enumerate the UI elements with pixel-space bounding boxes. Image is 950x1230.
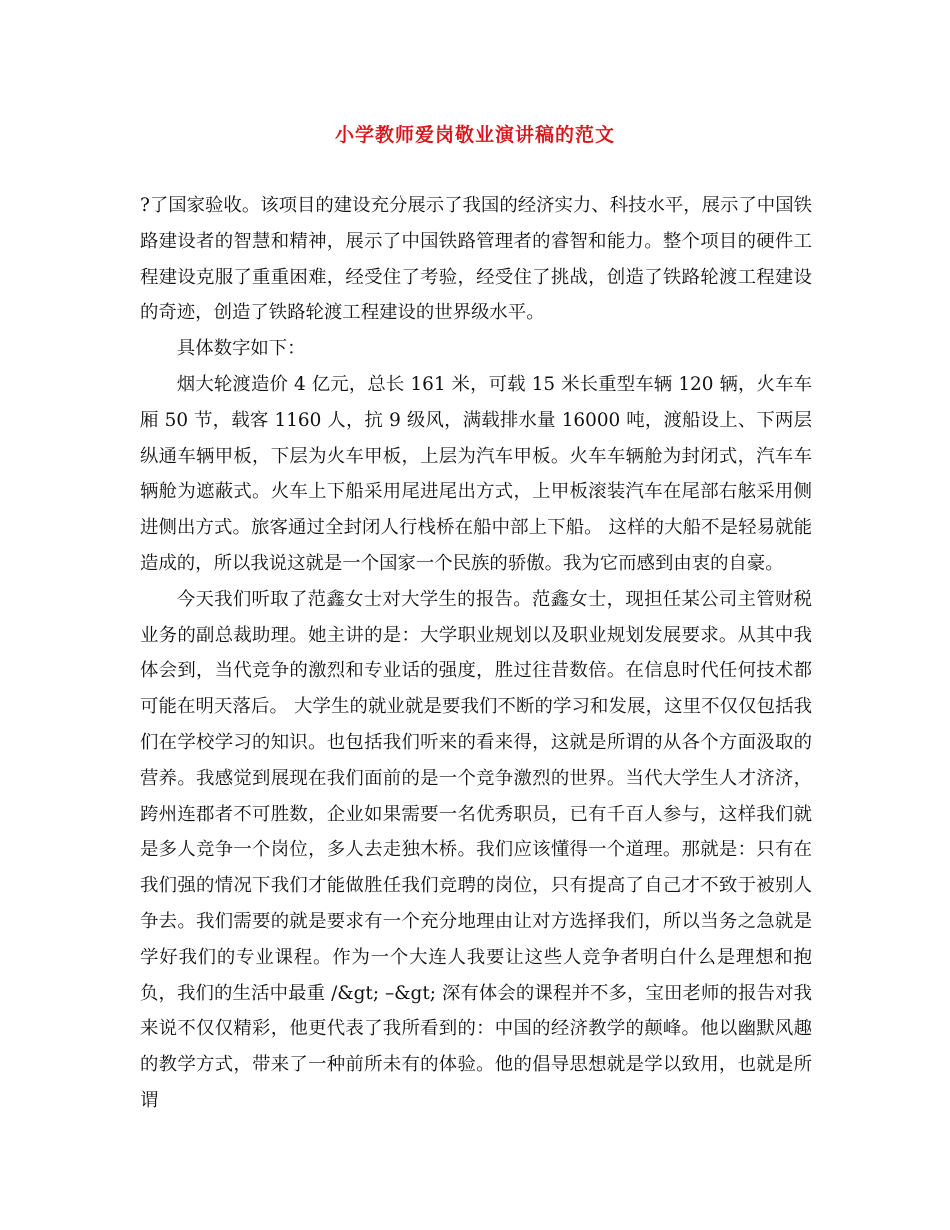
paragraph-lecture-report: 今天我们听取了范鑫女士对大学生的报告。范鑫女士，现担任某公司主管财税业务的副总裁助理。她主讲的是：大学职业规划以及职业规划发展要求。从其中我体会到，当代竞争的激烈和专业话的强度，胜过往昔数倍。在信息时代任何技术都可能在明天落后。 大学生的就业就是要我们不断的学习和发展，这里不仅仅包括我们在学校学习的知识。也包括我们听来的看来得，这就是所谓的从各个方面汲取的营养。我感觉到展现在我们面前的是一个竞争激烈的世界。当代大学生人才济济，跨州连郡者不可胜数，企业如果需要一名优秀职员，已有千百人参与，这样我们就是多人竞争一个岗位，多人去走独木桥。我们应该懂得一个道理。那就是：只有在我们强的情况下我们才能做胜任我们竞聘的岗位，只有提高了自己才不致于被别人争去。我们需要的就是要求有一个充分地理由让对方选择我们，所以当务之急就是学好我们的专业课程。作为一个大连人我要让这些人竞争者明白什么是理想和抱负，我们的生活中最重 /&gt; –&gt; 深有体会的课程并不多，宝田老师的报告对我来说不仅仅精彩，他更代表了我所看到的：中国的经济教学的颠峰。他以幽默风趣的教学方式，带来了一种前所未有的体验。他的倡导思想就是学以致用，也就是所谓 bbox=[140, 588, 812, 1111]
paragraph-figures-intro: 具体数字如下： bbox=[176, 338, 306, 360]
paragraph-ferry-specs: 烟大轮渡造价 4 亿元，总长 161 米，可载 15 米长重型车辆 120 辆，火车车厢 50 节，载客 1160 人，抗 9 级风，满载排水量 16000 吨，渡船设上、下两层纵通车辆甲板，下层为火车甲板，上层为汽车甲板。火车车辆舱为封闭式，汽车车辆舱为遮蔽式。火车上下船采用尾进尾出方式，上甲板滚装汽车在尾部右舷采用侧进侧出方式。旅客通过全封闭人行栈桥在船中部上下船。 这样的大船不是轻易就能造成的，所以我说这就是一个国家一个民族的骄傲。我为它而感到由衷的自豪。 bbox=[140, 373, 812, 574]
paragraph-continuation: ?了国家验收。该项目的建设充分展示了我国的经济实力、科技水平，展示了中国铁路建设者的智慧和精神，展示了中国铁路管理者的睿智和能力。整个项目的硬件工程建设克服了重重困难，经受住了考验，经受住了挑战，创造了铁路轮渡工程建设的奇迹，创造了铁路轮渡工程建设的世界级水平。 bbox=[140, 195, 812, 324]
document-title: 小学教师爱岗敬业演讲稿的范文 bbox=[334, 124, 615, 146]
document-body bbox=[140, 188, 812, 1119]
